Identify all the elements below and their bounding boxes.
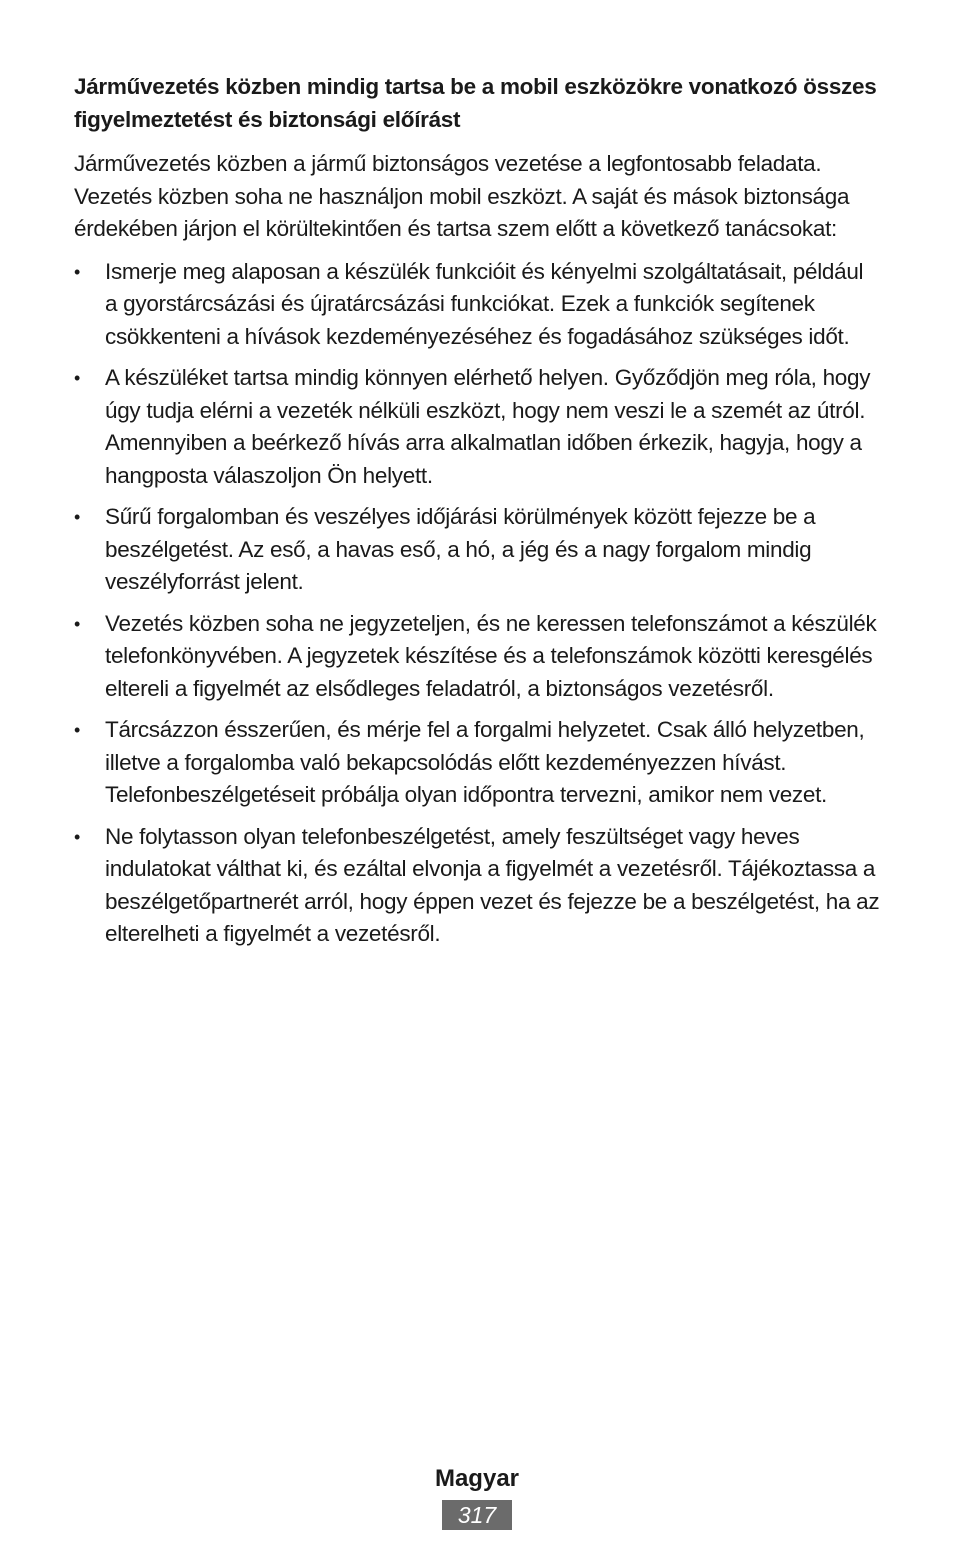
safety-tips-list (74, 256, 880, 951)
intro-paragraph: Járművezetés közben a jármű biztonságos vezetése a legfontosabb feladata. Vezetés közben soha ne használjon mobil eszközt. A saját és mások biztonsága érdekében járjon el körültekintően és tartsa szem előtt a következő tanácsokat: (74, 151, 850, 241)
page-footer (0, 1462, 954, 1530)
bullet-icon: • (74, 720, 81, 740)
list-item-text: Ismerje meg alaposan a készülék funkcióit és kényelmi szolgáltatásait, például a gyorstárcsázási és újratárcsázási funkciókat. Ezek a funkciók segítenek csökkenteni a hívások kezdeményezéséhez és fogadásához szükséges időt. (105, 258, 864, 349)
bullet-icon: • (74, 826, 81, 847)
bullet-icon: • (74, 613, 81, 634)
list-item-text: Tárcsázzon ésszerűen, és mérje fel a forgalmi helyzetet. Csak álló helyzetben, illetve a forgalomba való bekapcsolódás előtt kezdeményezzen hívást. Telefonbeszélgetéseit próbálja olyan időpontra tervezni, amikor nem vezet. (105, 717, 865, 807)
page-content (74, 70, 880, 960)
bullet-icon: • (74, 368, 81, 388)
page-number: 317 (442, 1500, 512, 1530)
list-item (74, 714, 880, 812)
bullet-icon: • (74, 507, 81, 527)
list-item (74, 256, 880, 354)
list-item-text: Sűrű forgalomban és veszélyes időjárási körülmények között fejezze be a beszélgetést. Az eső, a havas eső, a hó, a jég és a nagy forgalom mindig veszélyforrást jelent. (105, 504, 816, 594)
section-heading: Járművezetés közben mindig tartsa be a mobil eszközökre vonatkozó összes figyelmeztetést és biztonsági előírást (74, 74, 877, 132)
footer-language: Magyar (434, 1465, 520, 1492)
list-item (74, 821, 880, 951)
list-item-text: Ne folytasson olyan telefonbeszélgetést, amely feszültséget vagy heves indulatokat válthat ki, és ezáltal elvonja a figyelmét a vezetésről. Tájékoztassa a beszélgetőpartnerét arról, hogy éppen vezet és fejezze be a beszélgetést, ha az elterelheti a figyelmét a vezetésről. (105, 823, 880, 946)
list-item (74, 501, 880, 599)
list-item (74, 362, 880, 492)
list-item-text: Vezetés közben soha ne jegyzeteljen, és ne keressen telefonszámot a készülék telefonkönyvében. A jegyzetek készítése és a telefonszámok közötti keresgélés eltereli a figyelmét az elsődleges feladatról, a biztonságos vezetésről. (105, 610, 877, 701)
list-item (74, 608, 880, 706)
bullet-icon: • (74, 261, 81, 282)
list-item-text: A készüléket tartsa mindig könnyen elérhető helyen. Győződjön meg róla, hogy úgy tudja elérni a vezeték nélküli eszközt, hogy nem veszi le a szemét az útról. Amennyiben a beérkező hívás arra alkalmatlan időben érkezik, hagyja, hogy a hangposta válaszoljon Ön helyett. (105, 365, 871, 488)
